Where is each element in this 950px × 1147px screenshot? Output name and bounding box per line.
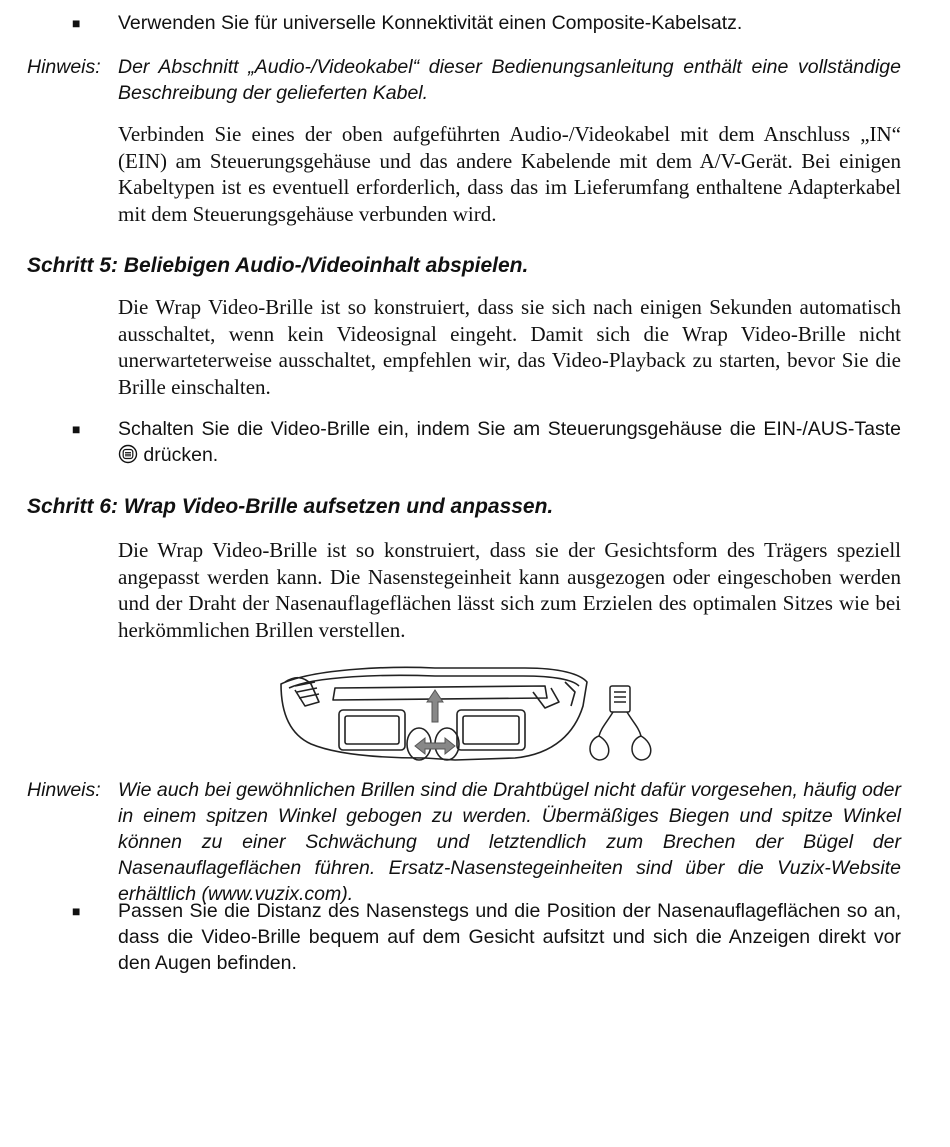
bullet-text-before: Schalten Sie die Video-Brille ein, indem Sie am Steuerungsgehäuse die EIN-/AUS-Taste [118,418,901,440]
bullet-text [118,416,901,468]
bullet-marker: ■ [72,903,81,919]
power-button-icon [118,444,138,464]
video-glasses-illustration [275,662,660,766]
bullet-text: Passen Sie die Distanz des Nasenstegs und die Position der Nasenauflageflächen so an, dass die Video-Brille bequem auf dem Gesicht aufsitzt und sich die Anzeigen direkt vor den Augen befinden. [118,900,901,974]
body-paragraph: Die Wrap Video-Brille ist so konstruiert, dass sie sich nach einigen Sekunden automatisch ausschaltet, wenn kein Videosignal eingeht. Damit sich die Wrap Video-Brille nicht unerwarteterweise ausschaltet, empfehlen wir, das Video-Playback zu starten, bevor Sie die Brille einschalten. [118,295,901,399]
note-label: Hinweis: [27,779,101,801]
bullet-text: Verwenden Sie für universelle Konnektivität einen Composite-Kabelsatz. [118,12,743,34]
glasses-drawing [275,662,660,766]
section-heading: Schritt 6: Wrap Video-Brille aufsetzen und anpassen. [27,495,554,518]
bullet-marker: ■ [72,421,81,437]
body-paragraph: Die Wrap Video-Brille ist so konstruiert, dass sie der Gesichtsform des Trägers speziell angepasst werden kann. Die Nasenstegeinheit kann ausgezogen oder eingeschoben werden und der Draht der Nasenauflageflächen lässt sich zum Erzielen des optimalen Sitzes wie bei herkömmlichen Brillen verstellen. [118,538,901,642]
note-label: Hinweis: [27,56,101,78]
bullet-text-after: drücken. [143,444,219,466]
section-heading: Schritt 5: Beliebigen Audio-/Videoinhalt abspielen. [27,254,529,277]
note-text: Der Abschnitt „Audio-/Videokabel“ dieser Bedienungsanleitung enthält eine vollständige Beschreibung der gelieferten Kabel. [118,56,901,104]
note-text: Wie auch bei gewöhnlichen Brillen sind die Drahtbügel nicht dafür vorgesehen, häufig oder in einem spitzen Winkel gebogen zu werden. Übermäßiges Biegen und spitze Winkel können zu einer Schwächung und letztendlich zum Brechen der Bügel der Nasenauflageflächen führen. Ersatz-Nasenstegeinheiten sind über die Vuzix-Website erhältlich (www.vuzix.com). [118,779,901,905]
bullet-marker: ■ [72,15,81,31]
body-paragraph: Verbinden Sie eines der oben aufgeführten Audio-/Videokabel mit dem Anschluss „IN“ (EIN) am Steuerungsgehäuse und das andere Kabelende mit dem A/V-Gerät. Bei einigen Kabeltypen ist es eventuell erforderlich, dass das im Lieferumfang enthaltene Adapterkabel mit dem Steuerungsgehäuse verbunden wird. [118,122,901,226]
